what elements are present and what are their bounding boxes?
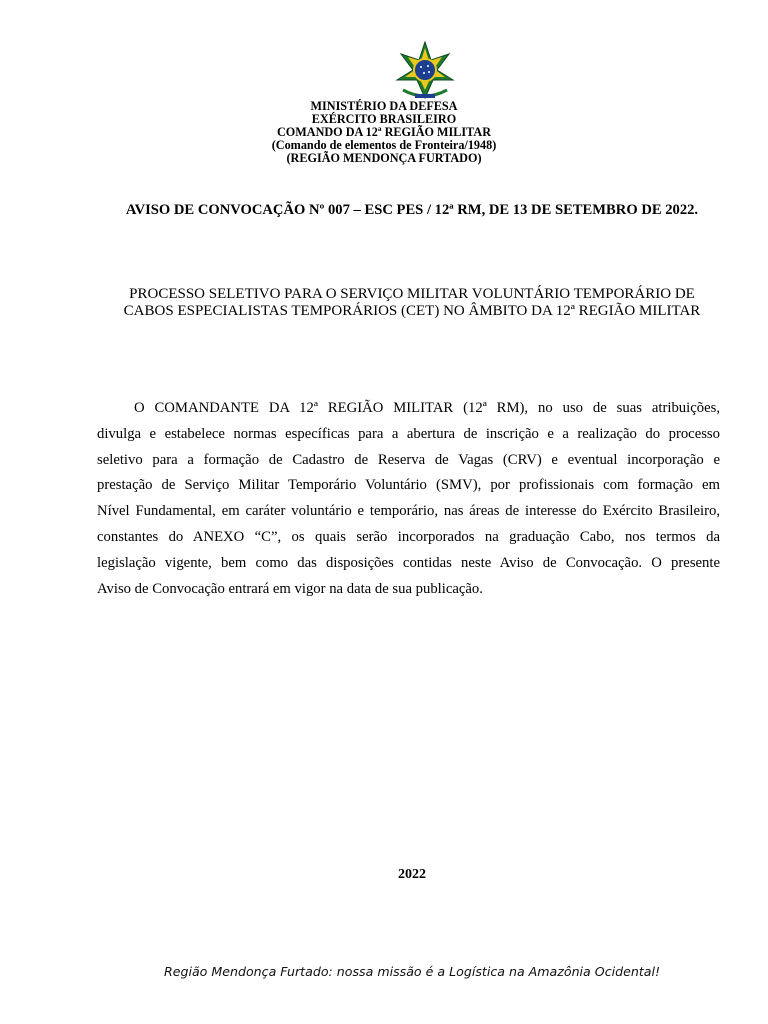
body-paragraph [97,396,720,602]
document-year: 2022 [398,867,426,882]
body-line: seletivo para a formação de Cadastro de Reserva de Vagas (CRV) e eventual incorporação e [97,451,720,468]
body-line: legislação vigente, bem como das disposições contidas neste Aviso de Convocação. O presente [97,554,720,571]
header-region-name: (REGIÃO MENDONÇA FURTADO) [286,151,482,165]
coat-of-arms-emblem [393,40,457,104]
processo-title [0,286,768,320]
body-line: constantes do ANEXO “C”, os quais serão incorporados na graduação Cabo, nos termos da [97,528,720,545]
header-ministry: MINISTÉRIO DA DEFESA [310,99,458,113]
footer-slogan: Região Mendonça Furtado: nossa missão é a Logística na Amazônia Ocidental! [163,964,661,979]
document-header [0,100,768,165]
body-line: prestação de Serviço Militar Temporário Voluntário (SMV), por profissionais com formação em [97,477,720,494]
body-line: divulga e estabelece normas específicas para a abertura de inscrição e a realização do processo [97,425,720,442]
body-line: Aviso de Convocação entrará em vigor na data de sua publicação. [97,580,483,597]
processo-title-line-1: PROCESSO SELETIVO PARA O SERVIÇO MILITAR VOLUNTÁRIO TEMPORÁRIO DE [129,286,695,302]
header-command: COMANDO DA 12ª REGIÃO MILITAR [276,125,491,139]
aviso-title: AVISO DE CONVOCAÇÃO Nº 007 – ESC PES / 12ª RM, DE 13 DE SETEMBRO DE 2022. [125,202,699,218]
body-line: Nível Fundamental, em caráter voluntário e temporário, nas áreas de interesse do Exército Brasileiro, [97,503,720,520]
header-army: EXÉRCITO BRASILEIRO [311,112,457,126]
processo-title-line-2: CABOS ESPECIALISTAS TEMPORÁRIOS (CET) NO ÂMBITO DA 12ª REGIÃO MILITAR [123,303,701,319]
body-line: O COMANDANTE DA 12ª REGIÃO MILITAR (12ª RM), no uso de suas atribuições, [134,400,720,416]
header-command-subtitle: (Comando de elementos de Fronteira/1948) [271,138,497,152]
